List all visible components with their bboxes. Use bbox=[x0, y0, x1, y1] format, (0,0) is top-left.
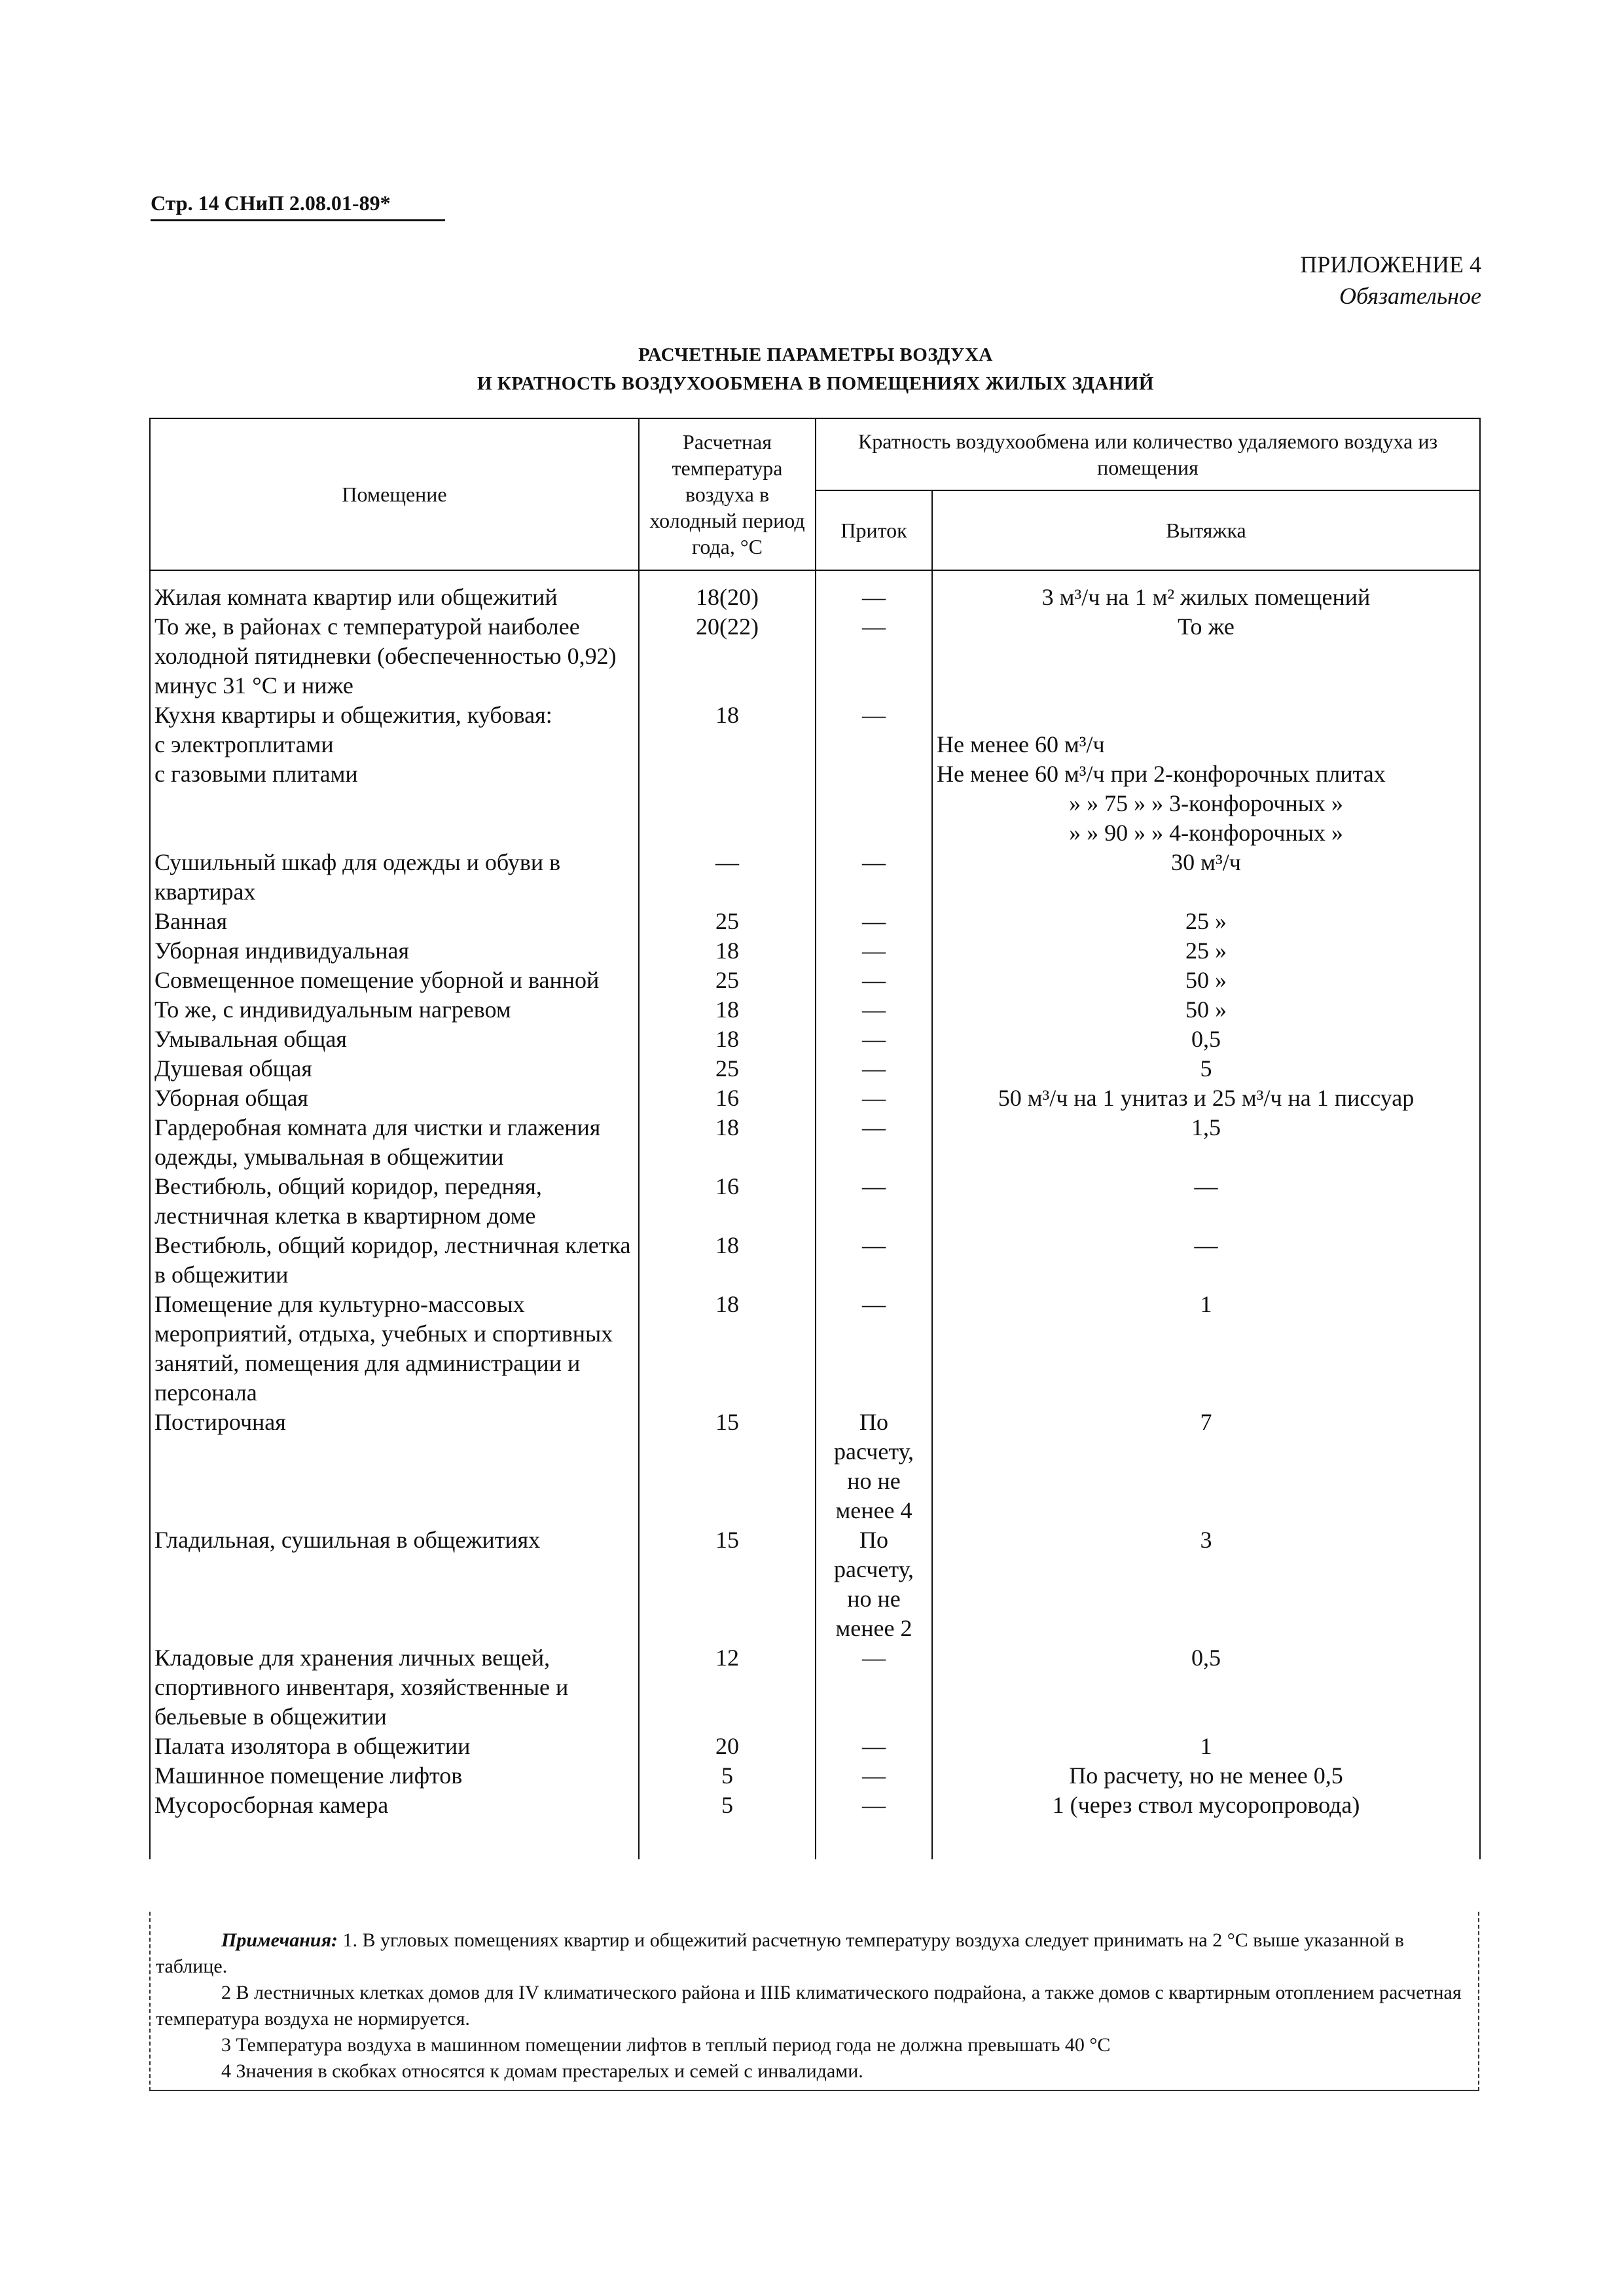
room-cell: Уборная общая bbox=[150, 1084, 639, 1113]
header-air-exchange: Кратность воздухообмена или количество удаляемого воздуха из помещения bbox=[816, 418, 1480, 490]
table-title bbox=[151, 340, 1481, 398]
table-row bbox=[150, 1084, 1480, 1113]
exhaust-cell: — bbox=[932, 1231, 1480, 1290]
exhaust-cell: То же bbox=[932, 612, 1480, 701]
room-cell: с электроплитами bbox=[150, 730, 639, 759]
room-cell: Палата изолятора в общежитии bbox=[150, 1732, 639, 1761]
inflow-cell: — bbox=[816, 1732, 932, 1761]
temperature-cell: 18 bbox=[639, 1290, 816, 1408]
exhaust-cell: 0,5 bbox=[932, 1643, 1480, 1732]
room-cell: Помещение для культурно-массовых мероприятий, отдыха, учебных и спортивных занятий, помещения для администрации и персонала bbox=[150, 1290, 639, 1408]
appendix-status: Обязательное bbox=[1339, 283, 1481, 309]
exhaust-cell: 3 bbox=[932, 1525, 1480, 1643]
room-cell: Жилая комната квартир или общежитий bbox=[150, 570, 639, 612]
room-cell: Гладильная, сушильная в общежитиях bbox=[150, 1525, 639, 1643]
inflow-cell: По расчету, но не менее 2 bbox=[816, 1525, 932, 1643]
exhaust-cell: 1 bbox=[932, 1290, 1480, 1408]
room-cell: Постирочная bbox=[150, 1408, 639, 1525]
exhaust-cell: » » 75 » » 3-конфорочных » bbox=[932, 789, 1480, 818]
table-row bbox=[150, 1791, 1480, 1859]
inflow-cell: — bbox=[816, 1791, 932, 1859]
exhaust-cell: 7 bbox=[932, 1408, 1480, 1525]
note-1 bbox=[156, 1927, 1473, 1980]
page-header: Стр. 14 СНиП 2.08.01-89* bbox=[151, 191, 445, 221]
exhaust-cell: 30 м³/ч bbox=[932, 848, 1480, 907]
inflow-cell bbox=[816, 730, 932, 759]
inflow-cell: — bbox=[816, 1084, 932, 1113]
air-parameters-table bbox=[149, 418, 1481, 1859]
note-1-text: 1. В угловых помещениях квартир и общежитий расчетную температуру воздуха следует принимать на 2 °С выше указанной в таблице. bbox=[156, 1929, 1404, 1977]
exhaust-cell: 5 bbox=[932, 1054, 1480, 1084]
room-cell bbox=[150, 818, 639, 848]
exhaust-cell: 3 м³/ч на 1 м² жилых помещений bbox=[932, 570, 1480, 612]
temperature-cell bbox=[639, 818, 816, 848]
note-3: 3 Температура воздуха в машинном помещении лифтов в теплый период года не должна превышать 40 °С bbox=[221, 2034, 1111, 2056]
temperature-cell: 15 bbox=[639, 1525, 816, 1643]
exhaust-cell: 1 (через ствол мусоропровода) bbox=[932, 1791, 1480, 1859]
temperature-cell: 18 bbox=[639, 1113, 816, 1172]
inflow-cell: — bbox=[816, 907, 932, 936]
room-cell: Сушильный шкаф для одежды и обуви в квартирах bbox=[150, 848, 639, 907]
table-row bbox=[150, 966, 1480, 995]
exhaust-cell: Не менее 60 м³/ч bbox=[932, 730, 1480, 759]
appendix-label bbox=[1300, 249, 1481, 312]
table-row bbox=[150, 995, 1480, 1025]
temperature-cell: 18 bbox=[639, 701, 816, 730]
inflow-cell bbox=[816, 789, 932, 818]
table-row bbox=[150, 1231, 1480, 1290]
table-row bbox=[150, 1732, 1480, 1761]
room-cell: Гардеробная комната для чистки и глажения одежды, умывальная в общежитии bbox=[150, 1113, 639, 1172]
temperature-cell: 25 bbox=[639, 966, 816, 995]
note-2: 2 В лестничных клетках домов для IV климатического района и IIIБ климатического подрайона, а также домов с квартирным отоплением расчетная температура воздуха не нормируется. bbox=[156, 1982, 1462, 2030]
room-cell: с газовыми плитами bbox=[150, 759, 639, 789]
inflow-cell: — bbox=[816, 570, 932, 612]
temperature-cell: 18 bbox=[639, 1025, 816, 1054]
appendix-number: ПРИЛОЖЕНИЕ 4 bbox=[1300, 251, 1481, 278]
temperature-cell: 16 bbox=[639, 1084, 816, 1113]
temperature-cell: 16 bbox=[639, 1172, 816, 1231]
table-row bbox=[150, 1054, 1480, 1084]
title-line-1: РАСЧЕТНЫЕ ПАРАМЕТРЫ ВОЗДУХА bbox=[638, 344, 993, 365]
title-line-2: И КРАТНОСТЬ ВОЗДУХООБМЕНА В ПОМЕЩЕНИЯХ ЖИЛЫХ ЗДАНИЙ bbox=[477, 373, 1154, 394]
exhaust-cell: 25 » bbox=[932, 936, 1480, 966]
notes-block bbox=[149, 1912, 1479, 2091]
header-temperature: Расчетная температура воздуха в холодный период года, °С bbox=[639, 418, 816, 570]
table-row bbox=[150, 730, 1480, 759]
temperature-cell bbox=[639, 759, 816, 789]
room-cell: Мусоросборная камера bbox=[150, 1791, 639, 1859]
inflow-cell: — bbox=[816, 1231, 932, 1290]
temperature-cell: 25 bbox=[639, 1054, 816, 1084]
room-cell: Машинное помещение лифтов bbox=[150, 1761, 639, 1791]
inflow-cell: — bbox=[816, 1172, 932, 1231]
inflow-cell: По расчету, но не менее 4 bbox=[816, 1408, 932, 1525]
temperature-cell: 5 bbox=[639, 1791, 816, 1859]
exhaust-cell: » » 90 » » 4-конфорочных » bbox=[932, 818, 1480, 848]
exhaust-cell: 50 » bbox=[932, 995, 1480, 1025]
inflow-cell: — bbox=[816, 966, 932, 995]
temperature-cell: 12 bbox=[639, 1643, 816, 1732]
inflow-cell: — bbox=[816, 848, 932, 907]
room-cell: Ванная bbox=[150, 907, 639, 936]
table-row bbox=[150, 759, 1480, 789]
temperature-cell: 18 bbox=[639, 995, 816, 1025]
room-cell: Совмещенное помещение уборной и ванной bbox=[150, 966, 639, 995]
exhaust-cell: Не менее 60 м³/ч при 2-конфорочных плитах bbox=[932, 759, 1480, 789]
table-row bbox=[150, 1525, 1480, 1643]
table-row bbox=[150, 570, 1480, 612]
header-room: Помещение bbox=[150, 418, 639, 570]
temperature-cell: 15 bbox=[639, 1408, 816, 1525]
table-body bbox=[150, 570, 1480, 1859]
exhaust-cell: 25 » bbox=[932, 907, 1480, 936]
exhaust-cell bbox=[932, 701, 1480, 730]
inflow-cell: — bbox=[816, 612, 932, 701]
exhaust-cell: По расчету, но не менее 0,5 bbox=[932, 1761, 1480, 1791]
table-row bbox=[150, 701, 1480, 730]
temperature-cell: 18 bbox=[639, 1231, 816, 1290]
inflow-cell: — bbox=[816, 995, 932, 1025]
table-row bbox=[150, 907, 1480, 936]
room-cell: Вестибюль, общий коридор, передняя, лестничная клетка в квартирном доме bbox=[150, 1172, 639, 1231]
table-row bbox=[150, 818, 1480, 848]
table-row bbox=[150, 612, 1480, 701]
table-row bbox=[150, 789, 1480, 818]
inflow-cell: — bbox=[816, 701, 932, 730]
temperature-cell bbox=[639, 730, 816, 759]
exhaust-cell: 1,5 bbox=[932, 1113, 1480, 1172]
temperature-cell: 18 bbox=[639, 936, 816, 966]
exhaust-cell: 0,5 bbox=[932, 1025, 1480, 1054]
room-cell: Уборная индивидуальная bbox=[150, 936, 639, 966]
table-row bbox=[150, 1113, 1480, 1172]
inflow-cell: — bbox=[816, 936, 932, 966]
inflow-cell: — bbox=[816, 1025, 932, 1054]
table-row bbox=[150, 1290, 1480, 1408]
note-4: 4 Значения в скобках относятся к домам престарелых и семей с инвалидами. bbox=[221, 2060, 863, 2082]
temperature-cell: 18(20) bbox=[639, 570, 816, 612]
room-cell: Кухня квартиры и общежития, кубовая: bbox=[150, 701, 639, 730]
header-exhaust: Вытяжка bbox=[932, 490, 1480, 570]
exhaust-cell: 50 м³/ч на 1 унитаз и 25 м³/ч на 1 писсуар bbox=[932, 1084, 1480, 1113]
inflow-cell: — bbox=[816, 1643, 932, 1732]
temperature-cell: 20(22) bbox=[639, 612, 816, 701]
inflow-cell bbox=[816, 818, 932, 848]
temperature-cell bbox=[639, 789, 816, 818]
temperature-cell: 25 bbox=[639, 907, 816, 936]
table-row bbox=[150, 1172, 1480, 1231]
table-row bbox=[150, 1761, 1480, 1791]
table-row bbox=[150, 936, 1480, 966]
inflow-cell bbox=[816, 759, 932, 789]
inflow-cell: — bbox=[816, 1054, 932, 1084]
temperature-cell: 5 bbox=[639, 1761, 816, 1791]
room-cell: Вестибюль, общий коридор, лестничная клетка в общежитии bbox=[150, 1231, 639, 1290]
room-cell bbox=[150, 789, 639, 818]
exhaust-cell: — bbox=[932, 1172, 1480, 1231]
inflow-cell: — bbox=[816, 1113, 932, 1172]
inflow-cell: — bbox=[816, 1761, 932, 1791]
header-inflow: Приток bbox=[816, 490, 932, 570]
room-cell: То же, с индивидуальным нагревом bbox=[150, 995, 639, 1025]
table-row bbox=[150, 1025, 1480, 1054]
temperature-cell: — bbox=[639, 848, 816, 907]
room-cell: Душевая общая bbox=[150, 1054, 639, 1084]
temperature-cell: 20 bbox=[639, 1732, 816, 1761]
notes-label: Примечания: bbox=[221, 1929, 338, 1951]
exhaust-cell: 50 » bbox=[932, 966, 1480, 995]
table-row bbox=[150, 1643, 1480, 1732]
room-cell: Умывальная общая bbox=[150, 1025, 639, 1054]
inflow-cell: — bbox=[816, 1290, 932, 1408]
table-row bbox=[150, 848, 1480, 907]
room-cell: Кладовые для хранения личных вещей, спортивного инвентаря, хозяйственные и бельевые в общежитии bbox=[150, 1643, 639, 1732]
exhaust-cell: 1 bbox=[932, 1732, 1480, 1761]
table-row bbox=[150, 1408, 1480, 1525]
room-cell: То же, в районах с температурой наиболее холодной пятидневки (обеспеченностью 0,92) минус 31 °С и ниже bbox=[150, 612, 639, 701]
